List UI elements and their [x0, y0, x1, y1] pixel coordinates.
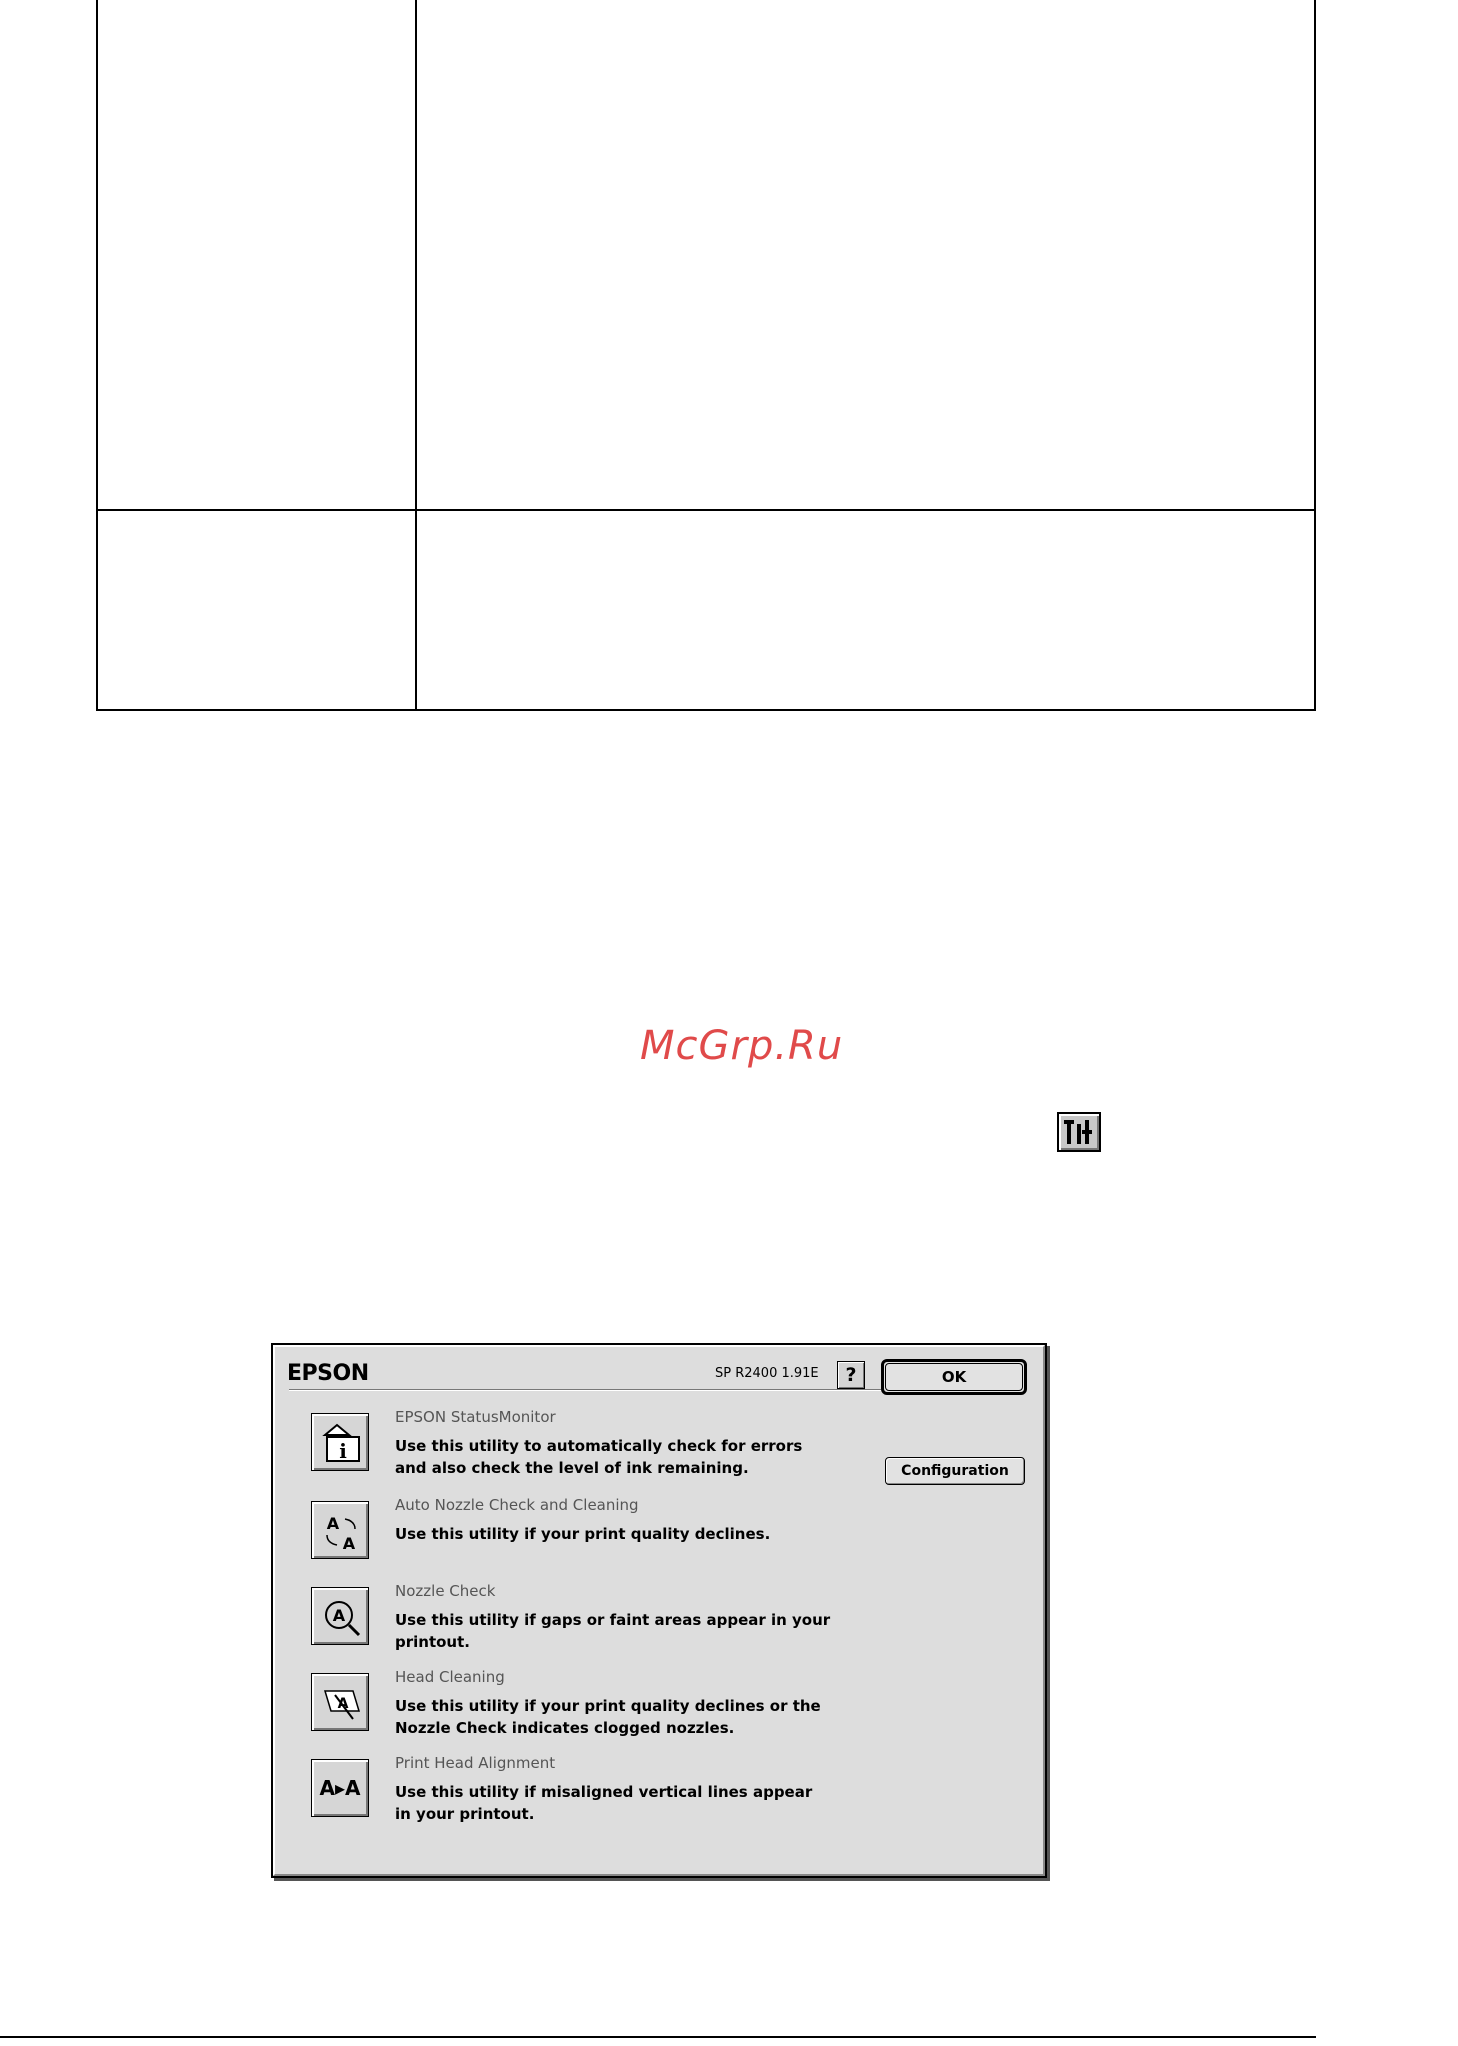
description-line: Nozzle Check indicates clogged nozzles. [395, 1719, 735, 1737]
ok-button-label: OK [885, 1363, 1023, 1391]
help-button[interactable]: ? [837, 1361, 865, 1389]
ok-button[interactable] [881, 1359, 1027, 1395]
description-line: in your printout. [395, 1805, 535, 1823]
svg-text:i: i [339, 1439, 347, 1463]
utility-description [395, 1695, 865, 1739]
print-head-alignment-button[interactable] [311, 1759, 369, 1817]
watermark: McGrp.Ru [640, 1023, 844, 1069]
svg-text:A: A [326, 1514, 340, 1533]
description-line: and also check the level of ink remaining. [395, 1459, 749, 1477]
auto-nozzle-button[interactable] [311, 1501, 369, 1559]
epson-utility-dialog [271, 1343, 1047, 1878]
description-line: Use this utility if misaligned vertical lines appear [395, 1783, 813, 1801]
table-row-divider [98, 509, 1314, 511]
description-line: Use this utility if gaps or faint areas appear in your [395, 1611, 831, 1629]
description-line: Use this utility to automatically check for errors [395, 1437, 803, 1455]
head-cleaning-button[interactable] [311, 1673, 369, 1731]
utility-title: Auto Nozzle Check and Cleaning [395, 1496, 639, 1514]
utility-description [395, 1435, 865, 1479]
utility-title: Nozzle Check [395, 1582, 496, 1600]
utility-tools-icon [1057, 1112, 1101, 1152]
utility-nozzle-check [311, 1581, 871, 1661]
description-line: printout. [395, 1633, 470, 1651]
page-footer-rule [0, 2036, 1316, 2038]
configuration-button[interactable]: Configuration [885, 1457, 1025, 1485]
header-divider [289, 1389, 881, 1391]
utility-print-head-alignment [311, 1753, 871, 1833]
dialog-frame [273, 1345, 1045, 1876]
document-table [96, 0, 1316, 711]
utility-description [395, 1523, 865, 1545]
status-monitor-icon [319, 1421, 363, 1465]
utility-title: EPSON StatusMonitor [395, 1408, 556, 1426]
status-monitor-button[interactable] [311, 1413, 369, 1471]
print-head-alignment-icon: A▸A [319, 1776, 361, 1800]
utility-auto-nozzle [311, 1495, 871, 1575]
svg-text:A: A [332, 1606, 346, 1625]
svg-text:A: A [342, 1534, 356, 1553]
nozzle-check-button[interactable] [311, 1587, 369, 1645]
head-cleaning-icon [319, 1681, 363, 1725]
epson-logo: EPSON [287, 1361, 369, 1386]
utility-title: Head Cleaning [395, 1668, 505, 1686]
auto-nozzle-icon [319, 1509, 363, 1553]
printer-version: SP R2400 1.91E [715, 1366, 819, 1381]
utility-title: Print Head Alignment [395, 1754, 556, 1772]
description-line: Use this utility if your print quality declines. [395, 1525, 771, 1543]
utility-status-monitor [311, 1407, 871, 1487]
utility-description [395, 1609, 865, 1653]
utility-description [395, 1781, 865, 1825]
utility-head-cleaning [311, 1667, 871, 1747]
description-line: Use this utility if your print quality declines or the [395, 1697, 821, 1715]
nozzle-check-icon [319, 1595, 363, 1639]
table-column-divider [415, 0, 417, 709]
svg-text:A: A [337, 1696, 349, 1712]
